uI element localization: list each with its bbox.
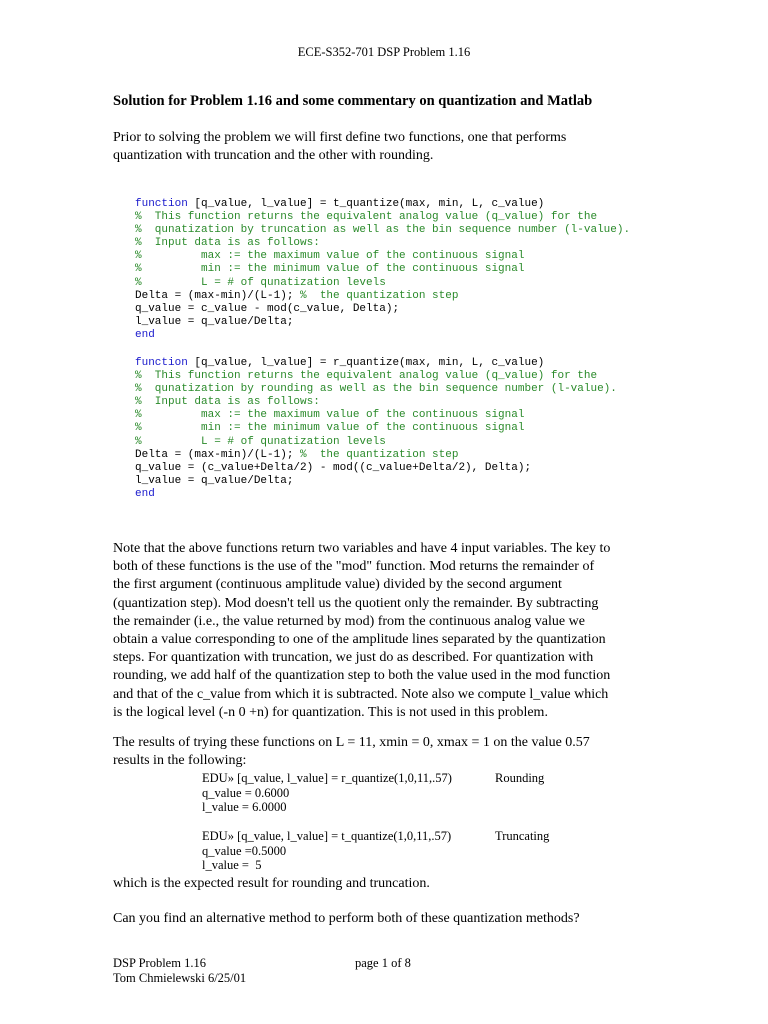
code-line bbox=[135, 303, 630, 316]
rounding-q-value: q_value = 0.6000 bbox=[202, 785, 290, 800]
truncating-label: Truncating bbox=[495, 829, 550, 843]
code-line bbox=[135, 357, 617, 370]
rounding-command: EDU» [q_value, l_value] = r_quantize(1,0,11,.57) bbox=[202, 771, 452, 785]
note-line: steps. For quantization with truncation, we just do as described. For quantization with bbox=[113, 650, 594, 666]
code-line bbox=[135, 422, 617, 435]
code-block-r-quantize bbox=[135, 357, 617, 501]
rounding-example bbox=[202, 771, 452, 815]
note-line: obtain a value corresponding to one of the amplitude lines separated by the quantization bbox=[113, 632, 606, 648]
code-line bbox=[135, 198, 630, 211]
code-comment: % This function returns the equivalent analog value (q_value) for the bbox=[135, 211, 598, 224]
code-line bbox=[135, 488, 617, 501]
results-intro-line: The results of trying these functions on L = 11, xmin = 0, xmax = 1 on the value 0.57 bbox=[113, 735, 590, 750]
intro-line: Prior to solving the problem we will first define two functions, one that performs bbox=[113, 130, 567, 145]
code-comment: % min := the minimum value of the continuous signal bbox=[135, 263, 525, 276]
code-comment: % L = # of qunatization levels bbox=[135, 276, 386, 289]
note-line: (quantization step). Mod doesn't tell us the quotient only the remainder. By subtracting bbox=[113, 595, 599, 611]
rounding-label: Rounding bbox=[495, 771, 545, 785]
code-text: q_value = (c_value+Delta/2) - mod((c_value+Delta/2), Delta); bbox=[135, 461, 532, 474]
code-comment: % the quantization step bbox=[300, 448, 459, 461]
note-line: rounding, we add half of the quantization step to both the value used in the mod function bbox=[113, 668, 611, 684]
code-comment: % max := the maximum value of the continuous signal bbox=[135, 250, 525, 263]
code-keyword: function bbox=[135, 198, 188, 210]
code-line bbox=[135, 250, 630, 263]
code-text: q_value = c_value - mod(c_value, Delta); bbox=[135, 302, 400, 315]
code-block-t-quantize bbox=[135, 198, 630, 342]
truncating-example bbox=[202, 829, 451, 873]
code-line bbox=[135, 383, 617, 396]
code-line bbox=[135, 462, 617, 475]
code-text: l_value = q_value/Delta; bbox=[135, 474, 294, 487]
code-line bbox=[135, 449, 617, 462]
note-line: the first argument (continuous amplitude value) divided by the second argument bbox=[113, 577, 562, 593]
code-text: l_value = q_value/Delta; bbox=[135, 315, 294, 328]
code-comment: % L = # of qunatization levels bbox=[135, 435, 386, 448]
code-line bbox=[135, 436, 617, 449]
note-line: is the logical level (-n 0 +n) for quantization. This is not used in this problem. bbox=[113, 704, 548, 720]
footer-page-number: page 1 of 8 bbox=[355, 956, 411, 970]
code-line bbox=[135, 237, 630, 250]
code-keyword: end bbox=[135, 328, 155, 341]
note-line: Note that the above functions return two variables and have 4 input variables. The key to bbox=[113, 541, 611, 556]
code-comment: % the quantization step bbox=[300, 289, 459, 302]
code-comment: % qunatization by truncation as well as the bin sequence number (l-value). bbox=[135, 224, 631, 237]
code-text: [q_value, l_value] = t_quantize(max, min, L, c_value) bbox=[187, 198, 545, 210]
truncating-q-value: q_value =0.5000 bbox=[202, 843, 287, 858]
code-comment: % qunatization by rounding as well as the bin sequence number (l-value). bbox=[135, 383, 617, 396]
code-keyword: function bbox=[135, 357, 188, 369]
code-line bbox=[135, 211, 630, 224]
note-line: the remainder (i.e., the value returned by mod) from the continuous analog value we bbox=[113, 613, 585, 629]
results-intro-paragraph bbox=[113, 734, 658, 770]
intro-paragraph bbox=[113, 129, 658, 165]
code-keyword: end bbox=[135, 487, 155, 500]
code-line bbox=[135, 277, 630, 290]
code-comment: % Input data is as follows: bbox=[135, 237, 320, 250]
code-line bbox=[135, 396, 617, 409]
results-intro-line: results in the following: bbox=[113, 753, 247, 769]
note-line: and that of the c_value from which it is subtracted. Note also we compute l_value which bbox=[113, 686, 609, 702]
code-line bbox=[135, 409, 617, 422]
expected-result-text: which is the expected result for rounding and truncation. bbox=[113, 876, 430, 891]
footer-author-date: Tom Chmielewski 6/25/01 bbox=[113, 971, 247, 985]
code-line bbox=[135, 290, 630, 303]
code-comment: % This function returns the equivalent analog value (q_value) for the bbox=[135, 370, 598, 383]
footer-course: DSP Problem 1.16 bbox=[113, 956, 206, 970]
footer-left bbox=[113, 956, 246, 986]
closing-question: Can you find an alternative method to perform both of these quantization methods? bbox=[113, 911, 580, 926]
code-comment: % min := the minimum value of the continuous signal bbox=[135, 422, 525, 435]
code-text: [q_value, l_value] = r_quantize(max, min, L, c_value) bbox=[187, 357, 545, 369]
code-comment: % max := the maximum value of the continuous signal bbox=[135, 409, 525, 422]
truncating-command: EDU» [q_value, l_value] = t_quantize(1,0,11,.57) bbox=[202, 829, 452, 843]
code-line bbox=[135, 370, 617, 383]
intro-line: quantization with truncation and the other with rounding. bbox=[113, 148, 434, 164]
code-comment: % Input data is as follows: bbox=[135, 396, 320, 409]
document-title: Solution for Problem 1.16 and some commentary on quantization and Matlab bbox=[113, 93, 593, 109]
code-line bbox=[135, 263, 630, 276]
code-text: Delta = (max-min)/(L-1); bbox=[135, 289, 301, 302]
truncating-l-value: l_value = 5 bbox=[202, 858, 262, 872]
code-line bbox=[135, 329, 630, 342]
page-header: ECE-S352-701 DSP Problem 1.16 bbox=[297, 45, 471, 59]
note-line: both of these functions is the use of the "mod" function. Mod returns the remainder of bbox=[113, 559, 595, 575]
note-paragraph bbox=[113, 540, 658, 722]
code-line bbox=[135, 224, 630, 237]
code-line bbox=[135, 475, 617, 488]
code-line bbox=[135, 316, 630, 329]
rounding-l-value: l_value = 6.0000 bbox=[202, 800, 287, 814]
code-text: Delta = (max-min)/(L-1); bbox=[135, 448, 301, 461]
